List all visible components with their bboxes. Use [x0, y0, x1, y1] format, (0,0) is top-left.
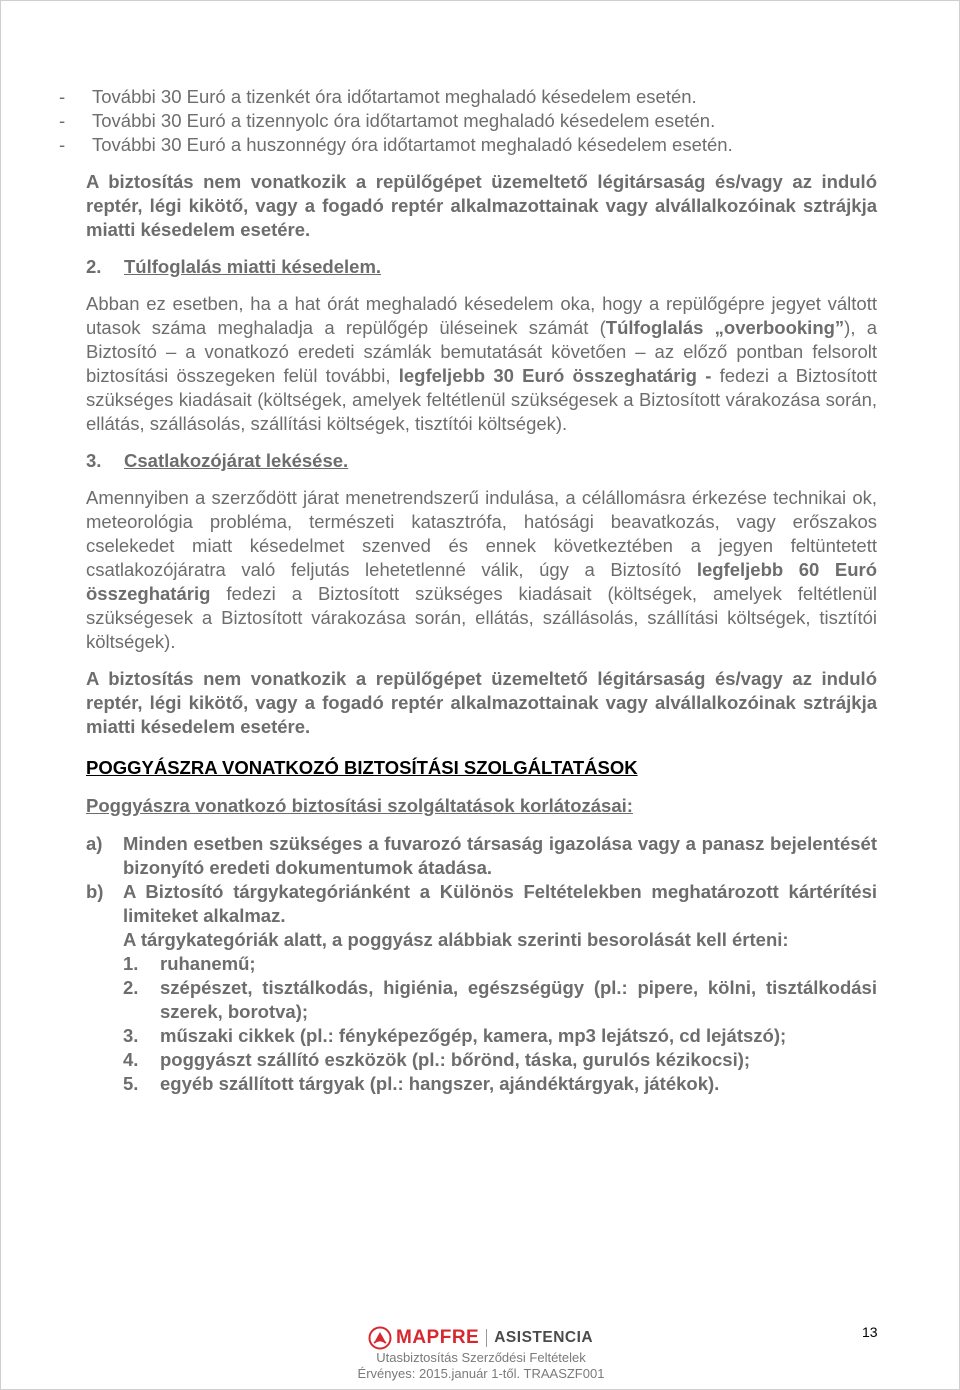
body-bold-text: legfeljebb 60 Euró összeghatárig: [86, 559, 877, 604]
list-item: [86, 976, 877, 1024]
category-intro: A tárgykategóriák alatt, a poggyász alábbiak szerinti besorolását kell érteni:: [123, 929, 789, 950]
list-item: [30, 85, 907, 109]
list-item-text: ruhanemű;: [160, 953, 256, 974]
list-label: 5.: [123, 1073, 139, 1094]
list-item-text: A Biztosító tárgykategóriánként a Különös Feltételekben meghatározott kártérítési limiteket alkalmaz.: [123, 881, 877, 926]
body-text: Amennyiben a szerződött járat menetrendszerű indulása, a célállomásra érkezése technikai ok, meteorológia probléma, természeti katasztrófa, hatósági beavatkozás, vagy erőszakos cselekedet miatt késedelmet szenved és ennek következtében a jegyen feltüntetett csatlakozójáratra való feljutás lehetetlenné válik, úgy a Biztosító: [86, 487, 877, 580]
page-content: [59, 85, 877, 1096]
footer-validity: Érvényes: 2015.január 1-től. TRAASZF001: [357, 1366, 605, 1381]
dash-bullet: -: [59, 134, 66, 155]
list-label: b): [86, 881, 104, 902]
baggage-section-heading: POGGYÁSZRA VONATKOZÓ BIZTOSÍTÁSI SZOLGÁLTATÁSOK: [86, 757, 638, 778]
list-item-text: További 30 Euró a tizennyolc óra időtartamot meghaladó késedelem esetén.: [92, 110, 716, 131]
dash-bullet: -: [59, 86, 66, 107]
strike-exclusion-2: A biztosítás nem vonatkozik a repülőgépet üzemeltető légitársaság és/vagy az induló reptér, légi kikötő, vagy a fogadó reptér alkalmazottainak vagy alvállalkozóinak sztrájkja miatti késedelem esetére.: [86, 668, 877, 737]
dash-bullet: -: [59, 110, 66, 131]
list-item: [86, 1072, 877, 1096]
section-title: Csatlakozójárat lekésése.: [124, 450, 349, 471]
logo-asistencia-text: ASISTENCIA: [494, 1329, 594, 1346]
list-item: [30, 109, 907, 133]
section-number: 3.: [86, 450, 102, 471]
mapfre-emblem-icon: [368, 1326, 392, 1350]
list-item: [86, 1048, 877, 1072]
body-text: fedezi a Biztosított szükséges kiadásait (költségek, amelyek feltétlenül szükségesek a Biztosított várakozása során, ellátás, szállásolás, szállítási költségek, tisztítói költségek).: [86, 365, 877, 434]
section-3-body: [86, 486, 877, 654]
list-label: 1.: [123, 953, 139, 974]
body-bold-text: legfeljebb 30 Euró összeghatárig -: [398, 365, 712, 386]
list-label: a): [86, 833, 103, 854]
logo-mapfre-text: MAPFRE: [396, 1327, 480, 1348]
body-text: Abban ez esetben, ha a hat órát meghaladó késedelem oka, hogy a repülőgépre jegyet váltott utasok száma meghaladja a repülőgép üléseinek számát (: [86, 293, 877, 338]
list-item-text: műszaki cikkek (pl.: fényképezőgép, kamera, mp3 lejátszó, cd lejátszó);: [160, 1025, 787, 1046]
list-item-text: poggyászt szállító eszközök (pl.: bőrönd, táska, gurulós kézikocsi);: [160, 1049, 751, 1070]
section-title: Túlfoglalás miatti késedelem.: [124, 256, 382, 277]
section-2-body: [86, 292, 877, 436]
mapfre-asistencia-logo: [368, 1326, 593, 1350]
section-2-heading: [86, 255, 877, 279]
list-item: [30, 133, 907, 157]
list-item-text: egyéb szállított tárgyak (pl.: hangszer, ajándéktárgyak, játékok).: [160, 1073, 720, 1094]
baggage-limits-subheading: Poggyászra vonatkozó biztosítási szolgáltatások korlátozásai:: [86, 795, 633, 816]
list-item: [86, 952, 877, 976]
list-item-text: Minden esetben szükséges a fuvarozó társaság igazolása vagy a panasz bejelentését bizonyító eredeti dokumentumok átadása.: [123, 833, 877, 878]
body-bold-text: Túlfoglalás „overbooking”: [605, 317, 845, 338]
logo-divider: [486, 1329, 487, 1347]
body-text: fedezi a Biztosított szükséges kiadásait (költségek, amelyek feltétlenül szükségesek a Biztosított várakozása során, ellátás, szállásolás, szállítási költségek, tisztítói költségek).: [86, 583, 877, 652]
list-label: 2.: [123, 977, 139, 998]
list-item-text: További 30 Euró a huszonnégy óra időtartamot meghaladó késedelem esetén.: [92, 134, 733, 155]
list-item-text: szépészet, tisztálkodás, higiénia, egészségügy (pl.: pipere, kölni, tisztálkodási szerek, borotva);: [160, 977, 877, 1022]
list-item: [86, 1024, 877, 1048]
list-label: 4.: [123, 1049, 139, 1070]
section-number: 2.: [86, 256, 102, 277]
footer-document-title: Utasbiztosítás Szerződési Feltételek: [376, 1350, 586, 1365]
strike-exclusion-1: A biztosítás nem vonatkozik a repülőgépet üzemeltető légitársaság és/vagy az induló reptér, légi kikötő, vagy a fogadó reptér alkalmazottainak vagy alvállalkozóinak sztrájkja miatti késedelem esetére.: [86, 171, 877, 240]
list-label: 3.: [123, 1025, 139, 1046]
list-item: [86, 832, 877, 880]
list-item: [86, 880, 877, 928]
delay-surcharge-list: [59, 85, 877, 157]
body-text: ), a Biztosító – a vonatkozó eredeti számlák bemutatását követően – az előző pontban felsorolt biztosítási összegeken felül további,: [86, 317, 877, 386]
list-item-text: További 30 Euró a tizenkét óra időtartamot meghaladó késedelem esetén.: [92, 86, 697, 107]
section-3-heading: [86, 449, 877, 473]
page-number: 13: [862, 1324, 878, 1340]
